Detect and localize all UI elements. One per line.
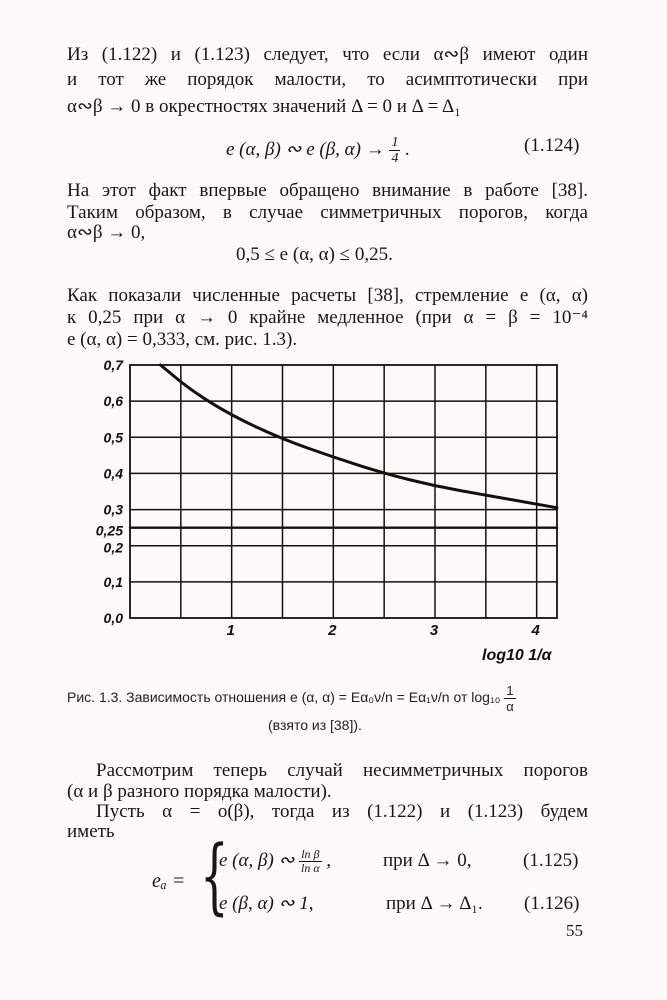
y-tick-label: 0,7 — [103, 357, 123, 373]
text-line-1: Из (1.122) и (1.123) следует, что если α∾β имеют один — [67, 44, 588, 65]
x-axis-label: log10 1/α — [482, 647, 552, 664]
eq125-label: (1.125) — [523, 850, 579, 871]
series-line-e-alpha — [161, 365, 558, 508]
eq125-lhs: eₐ = — [152, 870, 186, 892]
text-line-4: На этот факт впервые обращено внимание в работе [38]. — [67, 180, 588, 201]
eq125-condition: при Δ → 0, — [383, 850, 472, 871]
eq124-num: 1 — [391, 135, 399, 150]
left-brace: { — [200, 829, 229, 924]
plot-frame — [130, 365, 557, 618]
eq124-label: (1.124) — [524, 135, 580, 156]
x-tick-label: 4 — [531, 622, 540, 639]
y-tick-label: 0,6 — [103, 393, 123, 410]
y-tick-label: 0,2 — [103, 539, 123, 556]
eq124-tail: . — [405, 138, 410, 160]
text-line-12: Пусть α = o(β), тогда из (1.122) и (1.123) будем — [96, 801, 588, 822]
text-line-6: α∾β → 0, — [67, 222, 146, 243]
eq126-label: (1.126) — [524, 893, 580, 914]
eq125-row1 — [219, 848, 331, 875]
eq126-row2: e (β, α) ∾ 1, — [219, 893, 314, 914]
y-tick-label: 0,4 — [103, 465, 123, 482]
text-line-5: Таким образом, в случае симметричных порогов, когда — [67, 202, 588, 223]
y-tick-label: 0,3 — [103, 501, 123, 518]
eq125-fraction — [299, 848, 321, 875]
y-tick-label: 0,25 — [95, 522, 123, 539]
text-line-2: и тот же порядок малости, то асимптотически при — [67, 69, 588, 90]
caption-line-1: Рис. 1.3. Зависимость отношения e (α, α) = Eα₀ν/n = Eα₁ν/n от log₁₀ — [67, 689, 501, 706]
text-line-8: к 0,25 при α → 0 крайне медленное (при α = β = 10⁻⁴ — [67, 307, 588, 328]
eq125-comma: , — [326, 849, 332, 871]
eq125-num: ln β — [301, 847, 320, 861]
eq126-condition: при Δ → Δ₁. — [386, 893, 483, 914]
x-tick-label: 3 — [429, 622, 439, 639]
text-line-9: e (α, α) = 0,333, см. рис. 1.3). — [67, 329, 298, 350]
eq124-den: 4 — [391, 151, 399, 166]
x-tick-label: 1 — [226, 622, 235, 639]
figure-caption — [67, 683, 516, 714]
text-line-3: α∾β → 0 в окрестностях значений Δ = 0 и Δ = Δ₁ — [67, 96, 461, 117]
eq124-lhs: e (α, β) ∾ e (β, α) → — [226, 138, 385, 160]
caption-fraction — [504, 683, 515, 714]
y-tick-label: 0,5 — [103, 429, 123, 446]
text-line-11: (α и β разного порядка малости). — [67, 781, 332, 802]
caption-frac-den: α — [506, 699, 514, 714]
inequality: 0,5 ≤ e (α, α) ≤ 0,25. — [236, 244, 393, 265]
x-tick-label: 2 — [328, 622, 337, 639]
caption-line-2: (взято из [38]). — [268, 717, 362, 733]
page-number: 55 — [566, 921, 583, 940]
y-tick-label: 0,1 — [103, 573, 123, 590]
text-line-7: Как показали численные расчеты [38], стремление e (α, α) — [67, 285, 588, 306]
y-tick-label: 0,0 — [103, 610, 123, 626]
text-line-13: иметь — [67, 821, 115, 842]
eq125-row1-lhs: e (α, β) ∾ — [219, 849, 295, 871]
text-line-10: Рассмотрим теперь случай несимметричных порогов — [96, 760, 588, 781]
eq125-den: ln α — [301, 861, 320, 875]
caption-frac-num: 1 — [506, 683, 514, 698]
